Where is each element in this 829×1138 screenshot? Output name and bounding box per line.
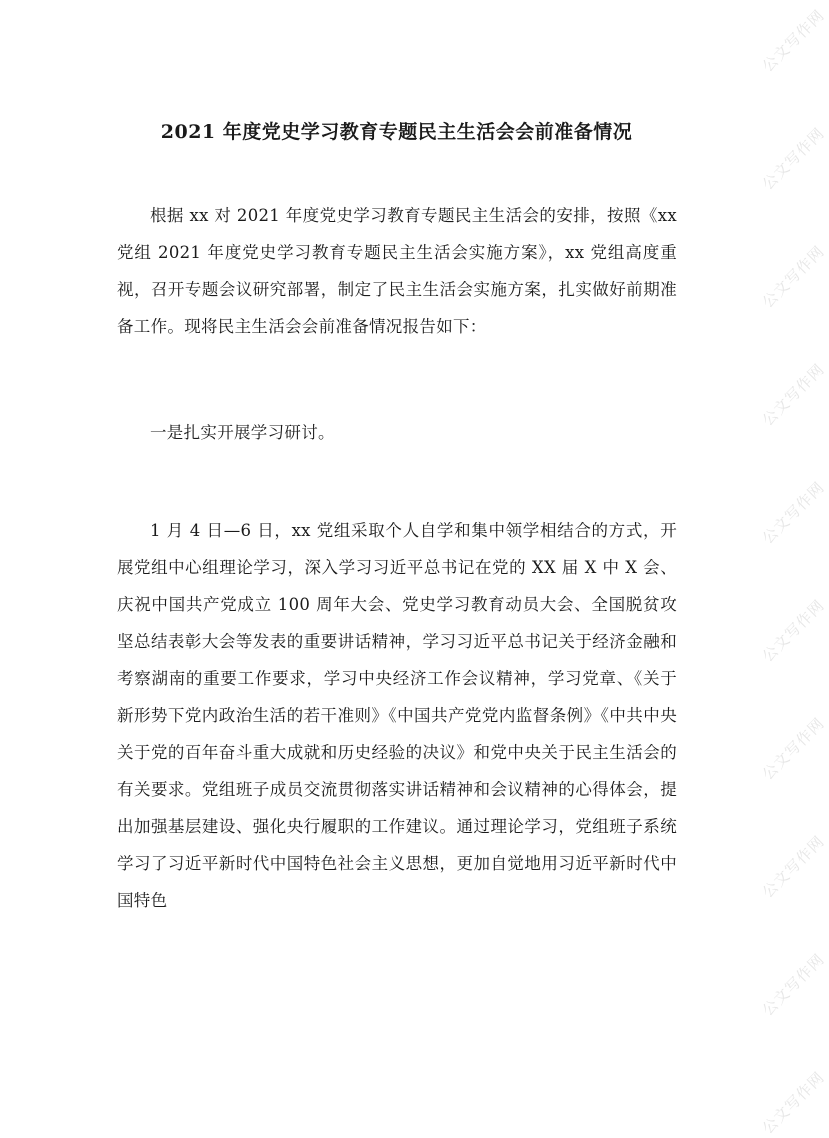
watermark-text: 公文写作网	[758, 714, 829, 784]
paragraph-study-details: 1 月 4 日—6 日，xx 党组采取个人自学和集中领学相结合的方式，开展党组中心组理论学习，深入学习习近平总书记在党的 XX 届 X 中 X 会、庆祝中国共产党成立 100 周年大会、党史学习教育动员大会、全国脱贫攻坚总结表彰大会等发表的重要讲话精神，学习习近平总书记关于经济金融和考察湖南的重要工作要求，学习中央经济工作会议精神，学习党章、《关于新形势下党内政治生活的若干准则》《中国共产党党内监督条例》《中共中央关于党的百年奋斗重大成就和历史经验的决议》和党中央关于民主生活会的有关要求。党组班子成员交流贯彻落实讲话精神和会议精神的心得体会，提出加强基层建设、强化央行履职的工作建议。通过理论学习，党组班子系统学习了习近平新时代中国特色社会主义思想，更加自觉地用习近平新时代中国特色	[117, 521, 677, 910]
paragraph-intro: 根据 xx 对 2021 年度党史学习教育专题民主生活会的安排，按照《xx 党组 2021 年度党史学习教育专题民主生活会实施方案》，xx 党组高度重视，召开专题会议研究部署，制定了民主生活会实施方案，扎实做好前期准备工作。现将民主生活会会前准备情况报告如下：	[117, 206, 677, 336]
watermark-text: 公文写作网	[758, 360, 829, 430]
watermark-text: 公文写作网	[758, 242, 829, 312]
paragraph-section-heading: 一是扎实开展学习研讨。	[150, 423, 335, 442]
watermark-text: 公文写作网	[758, 950, 829, 1020]
watermark-text: 公文写作网	[758, 1068, 829, 1138]
document-title: 2021 年度党史学习教育专题民主生活会会前准备情况	[160, 120, 633, 143]
watermark-text: 公文写作网	[758, 832, 829, 902]
watermark-text: 公文写作网	[758, 6, 829, 76]
watermark-strip	[751, 0, 829, 1138]
watermark-text: 公文写作网	[758, 124, 829, 194]
watermark-text: 公文写作网	[758, 596, 829, 666]
watermark-text: 公文写作网	[758, 478, 829, 548]
